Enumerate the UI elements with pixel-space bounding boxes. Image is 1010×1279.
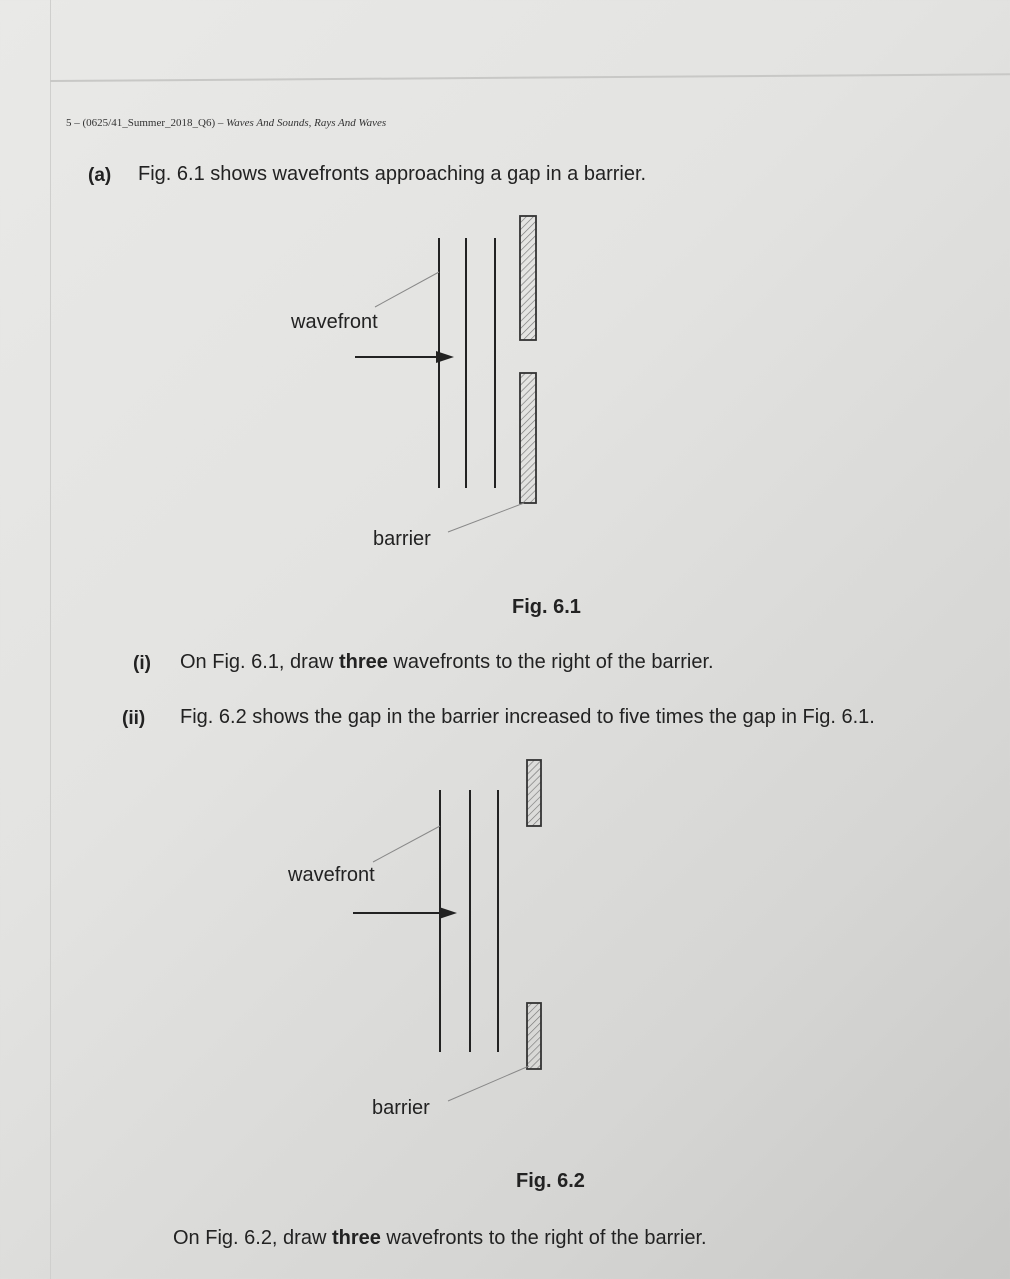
question-code: (0625/41_Summer_2018_Q6) bbox=[82, 117, 216, 129]
fig2-arrowhead bbox=[439, 907, 457, 919]
part-ii-text: Fig. 6.2 shows the gap in the barrier increased to five times the gap in Fig. 6.1. bbox=[180, 706, 875, 728]
fig2-wavefront-leader bbox=[373, 826, 440, 862]
fig2-barrier-leader bbox=[448, 1066, 529, 1101]
part-a-text: Fig. 6.1 shows wavefronts approaching a gap in a barrier. bbox=[138, 163, 647, 185]
part-ii-label: (ii) bbox=[122, 708, 146, 729]
question-number: 5 bbox=[66, 117, 72, 129]
fig2-caption: Fig. 6.2 bbox=[516, 1170, 585, 1192]
part-i-label: (i) bbox=[133, 653, 151, 674]
fig2-wavefront-label: wavefront bbox=[288, 864, 375, 886]
fig2-barrier-lower bbox=[527, 1003, 541, 1069]
part-a-label: (a) bbox=[88, 165, 112, 186]
fig1-caption: Fig. 6.1 bbox=[512, 596, 581, 618]
question-header: 5 – (0625/41_Summer_2018_Q6) – Waves And Sounds, Rays And Waves bbox=[66, 117, 387, 129]
fig1-barrier-label: barrier bbox=[373, 528, 431, 550]
final-instruction: On Fig. 6.2, draw three wavefronts to the right of the barrier. bbox=[173, 1227, 707, 1249]
fig2-barrier-upper bbox=[527, 760, 541, 826]
question-topic: Waves And Sounds, Rays And Waves bbox=[226, 117, 387, 129]
fig1-wavefront-label: wavefront bbox=[291, 311, 378, 333]
fig2-barrier-label: barrier bbox=[372, 1097, 430, 1119]
part-i-text: On Fig. 6.1, draw three wavefronts to the right of the barrier. bbox=[180, 651, 714, 673]
